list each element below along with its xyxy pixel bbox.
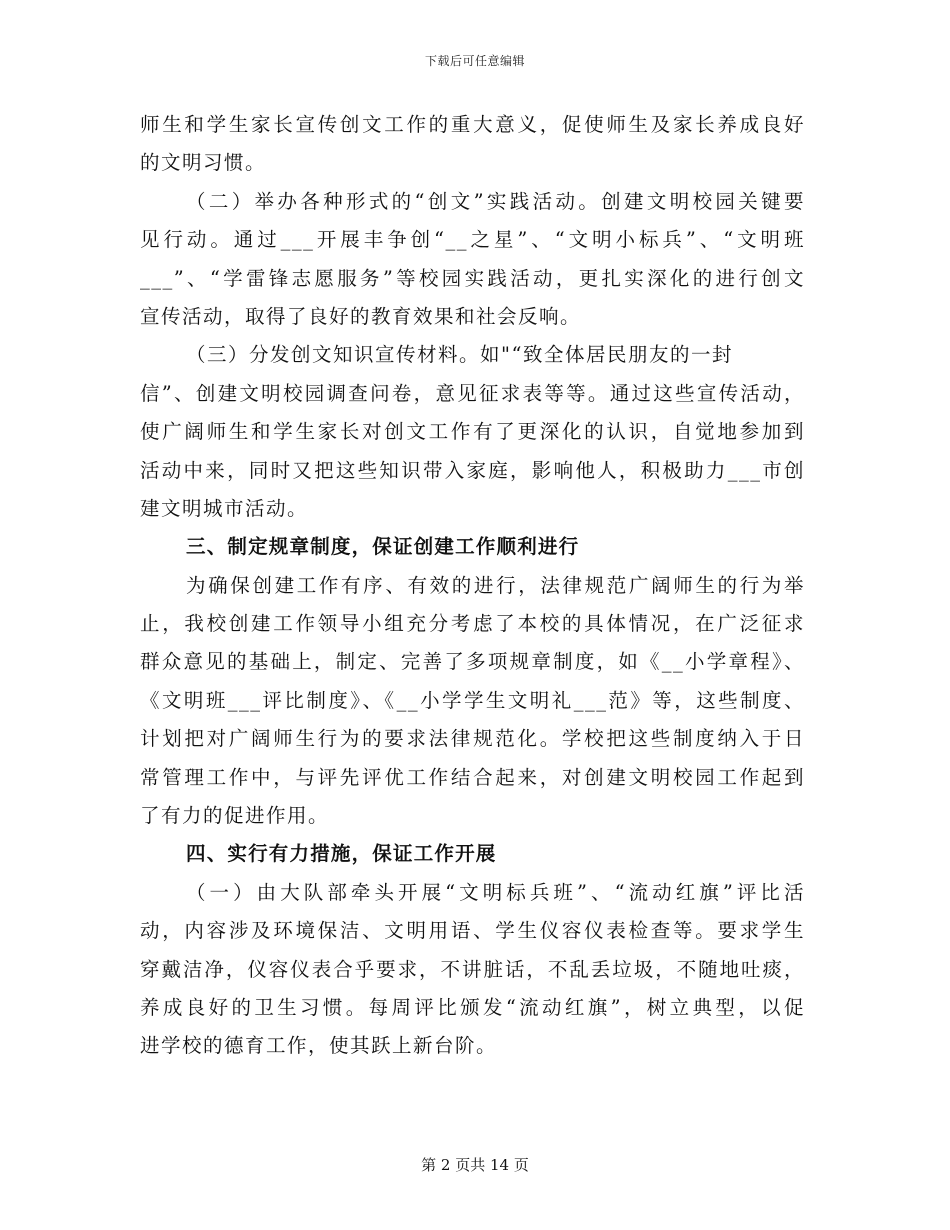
paragraph-line: 止，我校创建工作领导小组充分考虑了本校的具体情况，在广泛征求 [140, 612, 805, 636]
paragraph-line: 师生和学生家长宣传创文工作的重大意义，促使师生及家长养成良好 [140, 113, 805, 136]
paragraph-line: 见行动。通过___开展丰争创“__之星”、“文明小标兵”、“文明班 [140, 228, 805, 252]
page-number: 第 2 页共 14 页 [421, 1156, 529, 1174]
download-edit-note: 下载后可任意编辑 [424, 54, 525, 68]
paragraph-line: 常管理工作中，与评先评优工作结合起来，对创建文明校园工作起到 [140, 765, 805, 789]
paragraph-line: 使广阔师生和学生家长对创文工作有了更深化的认识，自觉地参加到 [140, 420, 805, 444]
paragraph-line: 信”、创建文明校园调查问卷，意见征求表等等。通过这些宣传活动， [140, 381, 805, 405]
paragraph-line: （三）分发创文知识宣传材料。如"“致全体居民朋友的一封 [186, 343, 733, 367]
paragraph-line: 活动中来，同时又把这些知识带入家庭，影响他人，积极助力___市创 [140, 458, 805, 482]
paragraph-line: （一）由大队部牵头开展“文明标兵班”、“流动红旗”评比活 [186, 880, 805, 904]
paragraph-line: 宣传活动，取得了良好的教育效果和社会反响。 [140, 304, 582, 328]
paragraph-line: 《文明班___评比制度》、《__小学学生文明礼___范》等，这些制度、 [140, 688, 805, 712]
document-body [140, 106, 805, 1066]
paragraph-line: 计划把对广阔师生行为的要求法律规范化。学校把这些制度纳入于日 [140, 727, 805, 751]
paragraph-line: 穿戴洁净，仪容仪表合乎要求，不讲脏话，不乱丢垃圾，不随地吐痰， [140, 957, 805, 981]
paragraph-line: 的文明习惯。 [140, 151, 267, 175]
section-heading: 三、制定规章制度，保证创建工作顺利进行 [186, 535, 580, 559]
paragraph-line: 养成良好的卫生习惯。每周评比颁发“流动红旗”，树立典型，以促 [140, 995, 805, 1019]
paragraph-line: 进学校的德育工作，使其跃上新台阶。 [140, 1034, 498, 1058]
paragraph-line: ___”、“学雷锋志愿服务”等校园实践活动，更扎实深化的进行创文 [140, 266, 805, 290]
paragraph-line: 建文明城市活动。 [140, 496, 309, 520]
paragraph-line: 群众意见的基础上，制定、完善了多项规章制度，如《__小学章程》、 [140, 650, 805, 674]
paragraph-line: 为确保创建工作有序、有效的进行，法律规范广阔师生的行为举 [186, 573, 805, 597]
paragraph-line: 动，内容涉及环境保洁、文明用语、学生仪容仪表检查等。要求学生 [140, 919, 805, 943]
paragraph-line: （二）举办各种形式的“创文”实践活动。创建文明校园关键要 [186, 189, 805, 213]
paragraph-line: 了有力的促进作用。 [140, 804, 330, 828]
section-heading: 四、实行有力措施，保证工作开展 [186, 842, 497, 866]
